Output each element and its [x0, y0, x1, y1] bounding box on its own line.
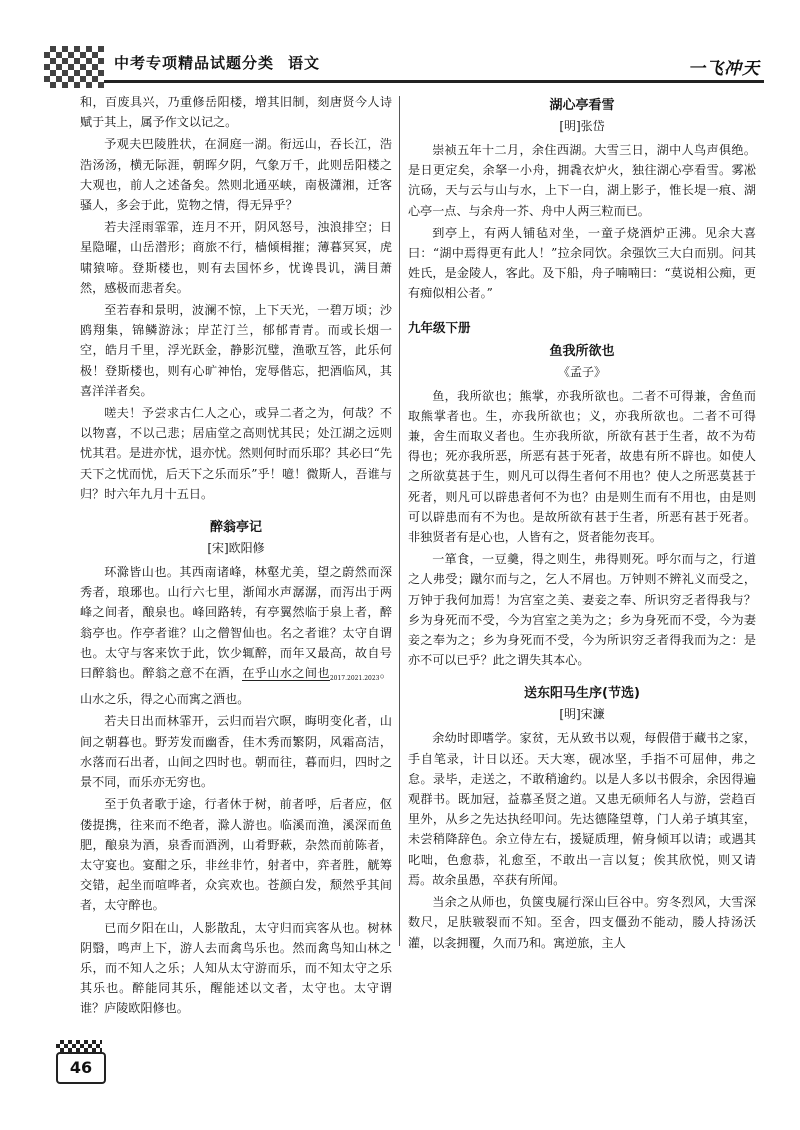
brand-logo: 一飞冲天	[688, 59, 760, 79]
checkered-flag-icon	[44, 46, 104, 88]
songdong-author: [明]宋濂	[559, 707, 605, 722]
checkered-flag-icon	[56, 1040, 102, 1052]
yuwo-author: 《孟子》	[557, 364, 606, 379]
zuiweng-paragraph-4: 已而夕阳在山，人影散乱，太守归而宾客从也。树林阴翳，鸣声上下，游人去而禽鸟乐也。然而禽鸟知山林之乐，而不知人之乐；人知从太守游而乐，而不知太守之乐其乐也。醉能同其乐，醒能述以文者，太守也。太守谓谁？庐陵欧阳修也。	[80, 920, 392, 1016]
zuiweng-paragraph-3: 至于负者歌于途，行者休于树，前者呼，后者应，伛偻提携，往来而不绝者，滁人游也。临溪而渔，溪深而鱼肥，酿泉为酒，泉香而酒洌，山肴野蔌，杂然而前陈者，太守宴也。宴酣之乐，非丝非竹，射者中，弈者胜，觥筹交错，起坐而喧哗者，众宾欢也。苍颜白发，颓然乎其间者，太守醉也。	[80, 797, 392, 913]
header-title	[114, 52, 320, 73]
huxin-paragraph-2: 到亭上，有两人铺毡对坐，一童子烧酒炉正沸。见余大喜曰：“湖中焉得更有此人！”拉余同饮。余强饮三大白而别。问其姓氏，是金陵人，客此。及下船，舟子喃喃曰：“莫说相公痴，更有痴似相公者。”	[408, 225, 756, 301]
zuiweng-author: [宋]欧阳修	[207, 541, 265, 556]
zuiweng-p1-start: 环滁皆山也。其西南诸峰，林壑尤美，望之蔚然而深秀者，琅琊也。山行六七里，渐闻水声潺潺，而泻出于两峰之间者，酿泉也。峰回路转，有亭翼然临于泉上者，醉翁亭也。作亭者谁？山之僧智仙也。名之者谁？太守自谓也。太守与客来饮于此，饮少辄醉，而年又最高，故自号曰醉翁也。醉翁之意不在酒，	[80, 565, 392, 681]
huxin-author: [明]张岱	[559, 119, 605, 133]
yueyang-paragraph-2: 予观夫巴陵胜状，在洞庭一湖。衔远山，吞长江，浩浩汤汤，横无际涯，朝晖夕阴，气象万千，此则岳阳楼之大观也，前人之述备矣。然则北通巫峡，南极潇湘，迁客骚人，多会于此，览物之情，得无异乎？	[80, 137, 392, 213]
yuwo-paragraph-2: 一箪食，一豆羹，得之则生，弗得则死。呼尔而与之，行道之人弗受；蹴尔而与之，乞人不屑也。万钟则不辨礼义而受之，万钟于我何加焉！为宫室之美、妻妾之奉、所识穷乏者得我与？乡为身死而不受，今为宫室之美为之；乡为身死而不受，今为妻妾之奉为之；乡为身死而不受，今为所识穷乏者得我而为之：是亦不可以已乎？此之谓失其本心。	[408, 552, 756, 668]
column-divider	[399, 96, 400, 946]
header-rule	[104, 80, 764, 83]
yueyang-paragraph-4: 至若春和景明，波澜不惊，上下天光，一碧万顷；沙鸥翔集，锦鳞游泳；岸芷汀兰，郁郁青青。而或长烟一空，皓月千里，浮光跃金，静影沉璧，渔歌互答，此乐何极！登斯楼也，则有心旷神怡，宠辱偕忘，把酒临风，其喜洋洋者矣。	[80, 303, 392, 398]
exam-highlight: 在乎山水之间也	[242, 666, 330, 681]
left-column	[80, 92, 392, 1016]
page-footer	[56, 1040, 116, 1082]
yuwo-paragraph-1: 鱼，我所欲也；熊掌，亦我所欲也。二者不可得兼，舍鱼而取熊掌者也。生，亦我所欲也；义，亦我所欲也。二者不可得兼，舍生而取义者也。生亦我所欲，所欲有甚于生者，故不为苟得也；死亦我所恶，所恶有甚于死者，故患有所不辟也。如使人之所欲莫甚于生，则凡可以得生者何不用也？使人之所恶莫甚于死者，则凡可以辟患者何不为也？由是则生而有不用也，由是则可以辟患而有不为也。是故所欲有甚于生者，所恶有甚于死者。非独贤者有是心也，人皆有之，贤者能勿丧耳。	[408, 388, 756, 545]
songdong-paragraph-1: 余幼时即嗜学。家贫，无从致书以观，每假借于藏书之家，手自笔录，计日以还。天大寒，砚冰坚，手指不可屈伸，弗之怠。录毕，走送之，不敢稍逾约。以是人多以书假余，余因得遍观群书。既加冠，益慕圣贤之道。又患无硕师名人与游，尝趋百里外，从乡之先达执经叩问。先达德隆望尊，门人弟子填其室，未尝稍降辞色。余立侍左右，援疑质理，俯身倾耳以请；或遇其叱咄，色愈恭，礼愈至，不敢出一言以复；俟其欣悦，则又请焉。故余虽愚，卒获有所闻。	[408, 731, 756, 887]
grade-section-heading: 九年级下册	[408, 319, 471, 335]
subject-label: 语文	[288, 54, 321, 72]
songdong-title: 送东阳马生序(节选)	[524, 686, 640, 702]
yuwo-title: 鱼我所欲也	[549, 343, 615, 359]
zuiweng-paragraph-2: 若夫日出而林霏开，云归而岩穴暝，晦明变化者，山间之朝暮也。野芳发而幽香，佳木秀而繁阴，风霜高洁，水落而石出者，山间之四时也。朝而往，暮而归，四时之景不同，而乐亦无穷也。	[80, 714, 392, 790]
zuiweng-p1-end: 。山水之乐，得之心而寓之酒也。	[80, 666, 392, 707]
huxin-paragraph-1: 崇祯五年十二月，余住西湖。大雪三日，湖中人鸟声俱绝。是日更定矣，余拏一小舟，拥毳衣炉火，独往湖心亭看雪。雾凇沆砀，天与云与山与水，上下一白，湖上影子，惟长堤一痕、湖心亭一点、与余舟一芥、舟中人两三粒而已。	[408, 143, 756, 218]
exam-year-note: 2017.2021.2023	[329, 675, 380, 683]
page-number: 46	[56, 1052, 106, 1084]
yueyang-paragraph-5: 嗟夫！予尝求古仁人之心，或异二者之为，何哉？不以物喜，不以己悲；居庙堂之高则忧其民；处江湖之远则忧其君。是进亦忧，退亦忧。然则何时而乐耶？其必曰“先天下之忧而忧，后天下之乐而乐”乎！噫！微斯人，吾谁与归？时六年九月十五日。	[80, 406, 392, 501]
yueyang-continued-paragraph: 和，百废具兴，乃重修岳阳楼，增其旧制，刻唐贤今人诗赋于其上，属予作文以记之。	[80, 95, 392, 130]
yueyang-paragraph-3: 若夫淫雨霏霏，连月不开，阴风怒号，浊浪排空；日星隐曜，山岳潜形；商旅不行，樯倾楫摧；薄暮冥冥，虎啸猿啼。登斯楼也，则有去国怀乡，忧谗畏讥，满目萧然，感极而悲者矣。	[80, 220, 392, 295]
zuiweng-title: 醉翁亭记	[209, 520, 262, 536]
book-title: 中考专项精品试题分类	[114, 54, 275, 72]
page-header	[44, 44, 764, 90]
zuiweng-paragraph-1	[80, 562, 392, 709]
songdong-paragraph-2: 当余之从师也，负箧曳屣行深山巨谷中。穷冬烈风，大雪深数尺，足肤皲裂而不知。至舍，四支僵劲不能动，媵人持汤沃灌，以衾拥覆，久而乃和。寓逆旅，主人	[408, 895, 756, 950]
right-column	[408, 92, 756, 972]
huxin-title: 湖心亭看雪	[549, 98, 615, 113]
